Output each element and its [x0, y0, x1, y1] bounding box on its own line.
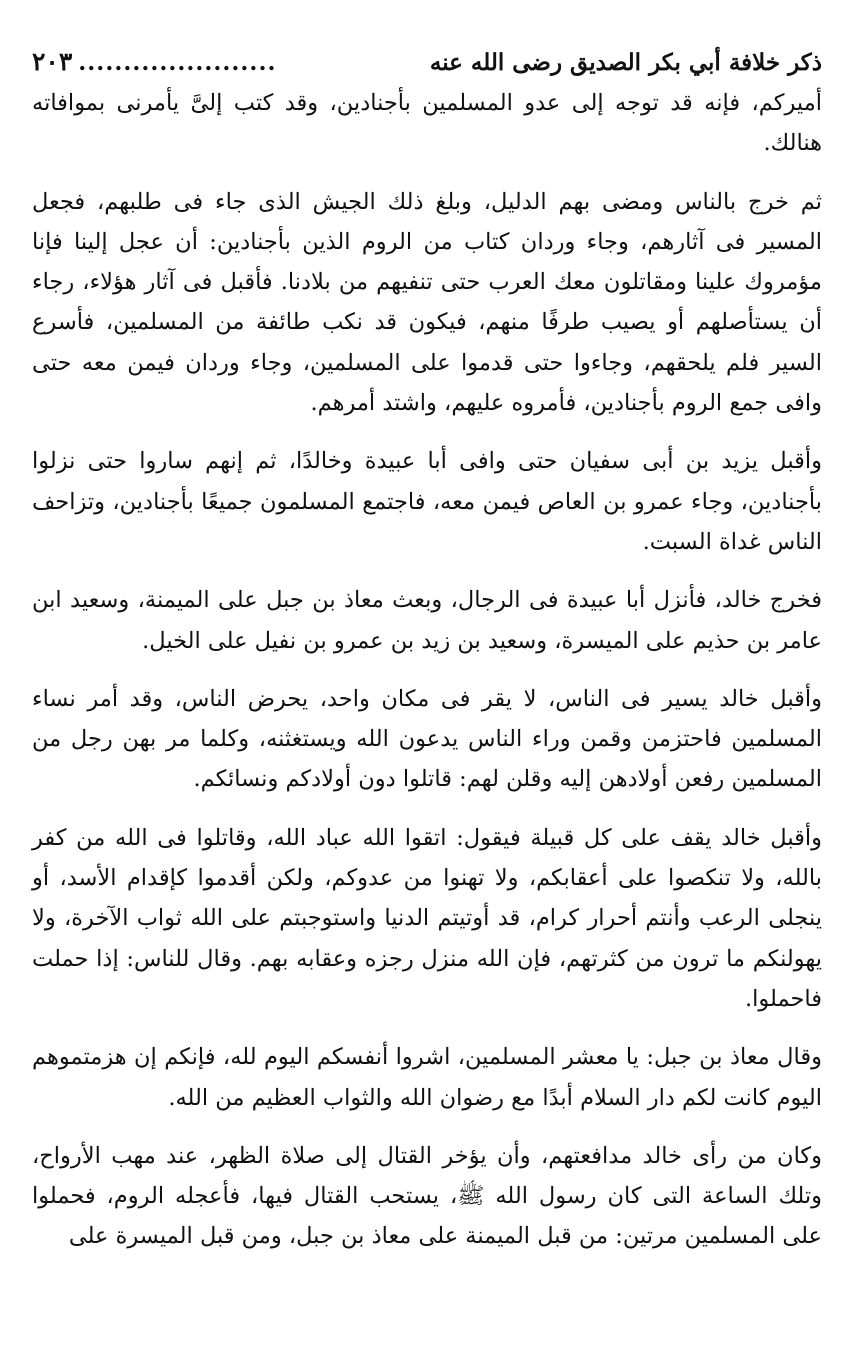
chapter-title: ذكر خلافة أبي بكر الصديق رضى الله عنه — [429, 49, 822, 76]
paragraph-5: وأقبل خالد يسير فى الناس، لا يقر فى مكان واحد، يحرض الناس، وقد أمر نساء المسلمين فاحتزمن وقمن وراء الناس يدعون الله ويستغثنه، وكلما مر بهن رجل من المسلمين رفعن أولادهن إليه وقلن لهم: قاتلوا دون أولادكم ونسائكم. — [32, 685, 822, 793]
paragraph-3: وأقبل يزيد بن أبى سفيان حتى وافى أبا عبيدة وخالدًا، ثم إنهم ساروا حتى نزلوا بأجنادين، وجاء عمرو بن العاص فيمن معه، فاجتمع المسلمون جميعًا بأجنادين، وتزاحف الناس غداة السبت. — [32, 448, 822, 555]
paragraph-1: أميركم، فإنه قد توجه إلى عدو المسلمين بأجنادين، وقد كتب إلىَّ يأمرنى بموافاته هنالك. — [32, 90, 822, 157]
paragraph-6: وأقبل خالد يقف على كل قبيلة فيقول: اتقوا الله عباد الله، وقاتلوا فى الله من كفر بالله، ولا تنكصوا على أعقابكم، ولا تهنوا من عدوكم، ولكن أقدموا كإقدام الأسد، أو ينجلى الرعب وأنتم أحرار كرام، قد أوتيتم الدنيا واستوجبتم على الله ثواب الآخرة، ولا يهولنكم ما ترون من كثرتهم، فإن الله منزل رجزه وعقابه بهم. وقال للناس: إذا حملت فاحملوا. — [32, 824, 822, 1012]
paragraph-2: ثم خرج بالناس ومضى بهم الدليل، وبلغ ذلك الجيش الذى جاء فى طلبهم، فجعل المسير فى آثارهم، وجاء وردان كتاب من الروم الذين بأجنادين: أن عجل إلينا فإنا مؤمروك علينا ومقاتلون معك العرب حتى تنفيهم من بلادنا. فأقبل فى آثار هؤلاء، رجاء أن يستأصلهم أو يصيب طرفًا منهم، فيكون قد نكب طائفة من المسلمين، فأسرع السير فلم يلحقهم، وجاءوا حتى قدموا على المسلمين، وجاء وردان فيمن معه حتى وافى جمع الروم بأجنادين، فأمروه عليهم، واشتد أمرهم. — [32, 188, 822, 417]
paragraph-7: وقال معاذ بن جبل: يا معشر المسلمين، اشروا أنفسكم اليوم لله، فإنكم إن هزمتموهم اليوم كانت لكم دار السلام أبدًا مع رضوان الله والثواب العظيم من الله. — [32, 1044, 822, 1111]
running-header — [32, 42, 822, 83]
paragraph-8: وكان من رأى خالد مدافعتهم، وأن يؤخر القتال إلى صلاة الظهر، عند مهب الأرواح، وتلك الساعة التى كان رسول الله ﷺ، يستحب القتال فيها، فأعجله الروم، فحملوا على المسلمين مرتين: من قبل الميمنة على معاذ بن جبل، ومن قبل الميسرة على — [32, 1142, 822, 1250]
paragraph-4: فخرج خالد، فأنزل أبا عبيدة فى الرجال، وبعث معاذ بن جبل على الميمنة، وسعيد ابن عامر بن حذيم على الميسرة، وسعيد بن زيد بن عمرو بن نفيل على الخيل. — [32, 587, 822, 654]
leader-dots: ...................... — [78, 49, 277, 76]
page-number: ٢٠٣ — [32, 47, 73, 76]
book-page — [32, 42, 822, 1257]
